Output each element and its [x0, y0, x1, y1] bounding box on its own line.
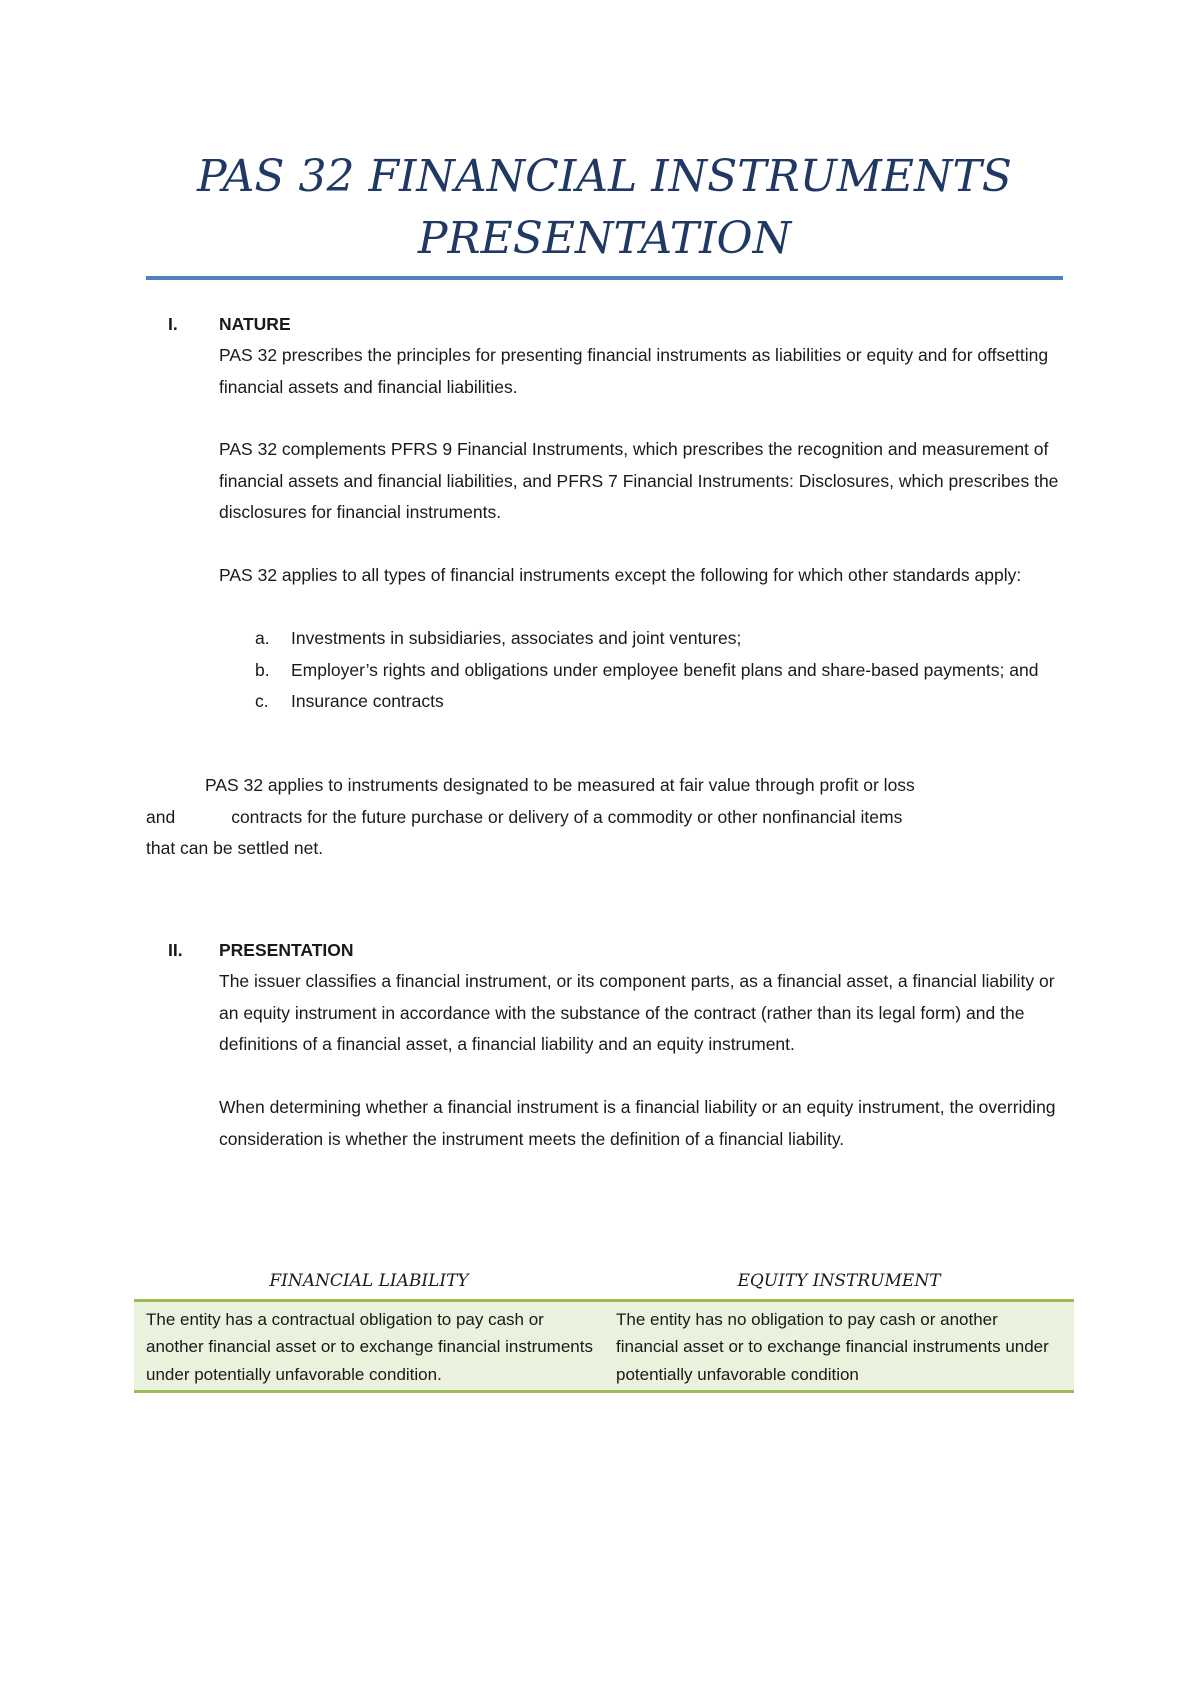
list-item-text: Employer’s rights and obligations under employee benefit plans and share-based payments; and [291, 659, 1039, 680]
section-number: II. [168, 940, 183, 960]
column-header: FINANCIAL LIABILITY [134, 1262, 604, 1300]
title-line-1: PAS 32 FINANCIAL INSTRUMENTS [197, 151, 1012, 202]
document-title [146, 146, 1063, 270]
list-item [219, 623, 1059, 655]
section-heading: NATURE [219, 314, 291, 334]
closing-line-2 [146, 802, 1066, 834]
section-heading: PRESENTATION [219, 940, 354, 960]
closing-paragraph [146, 770, 1066, 865]
table-cell: The entity has a contractual obligation to pay cash or another financial asset or to exchange financial instruments under potentially unfavorable condition. [134, 1300, 604, 1392]
column-header: EQUITY INSTRUMENT [604, 1262, 1074, 1300]
list-marker: c. [255, 691, 269, 711]
title-line-2: PRESENTATION [417, 213, 792, 264]
closing-line-3: that can be settled net. [146, 838, 324, 858]
list-item [219, 655, 1059, 687]
paragraph: PAS 32 complements PFRS 9 Financial Instruments, which prescribes the recognition and measurement of financial assets and financial liabilities, and PFRS 7 Financial Instruments: Disclosures, which prescribes the disclosures for financial instruments. [219, 439, 1059, 522]
closing-word-and: and [146, 806, 176, 827]
table-cell: The entity has no obligation to pay cash or another financial asset or to exchange financial instruments under potentially unfavorable condition [604, 1300, 1074, 1392]
section-number: I. [168, 314, 178, 334]
list-item-text: Insurance contracts [291, 691, 444, 711]
table-header-row [134, 1262, 1074, 1300]
closing-line-1: PAS 32 applies to instruments designated to be measured at fair value through profit or loss [205, 775, 915, 795]
table-row [134, 1300, 1074, 1392]
list-marker: a. [255, 628, 270, 648]
paragraph: PAS 32 prescribes the principles for presenting financial instruments as liabilities or equity and for offsetting financial assets and financial liabilities. [219, 345, 1049, 397]
paragraph: PAS 32 applies to all types of financial instruments except the following for which other standards apply: [219, 565, 1022, 585]
comparison-table [134, 1262, 1074, 1393]
list-item-text: Investments in subsidiaries, associates and joint ventures; [291, 628, 742, 648]
paragraph: When determining whether a financial instrument is a financial liability or an equity instrument, the overriding consideration is whether the instrument meets the definition of a financial liability. [219, 1097, 1056, 1149]
closing-line-2-text: contracts for the future purchase or delivery of a commodity or other nonfinancial items [231, 806, 903, 827]
paragraph: The issuer classifies a financial instrument, or its component parts, as a financial asset, a financial liability or an equity instrument in accordance with the substance of the contract (rather than its legal form) and the definitions of a financial asset, a financial liability and an equity instrument. [219, 971, 1055, 1054]
exceptions-list [219, 623, 1059, 718]
title-underline [146, 276, 1063, 280]
list-marker: b. [255, 659, 270, 680]
list-item [219, 686, 1059, 718]
